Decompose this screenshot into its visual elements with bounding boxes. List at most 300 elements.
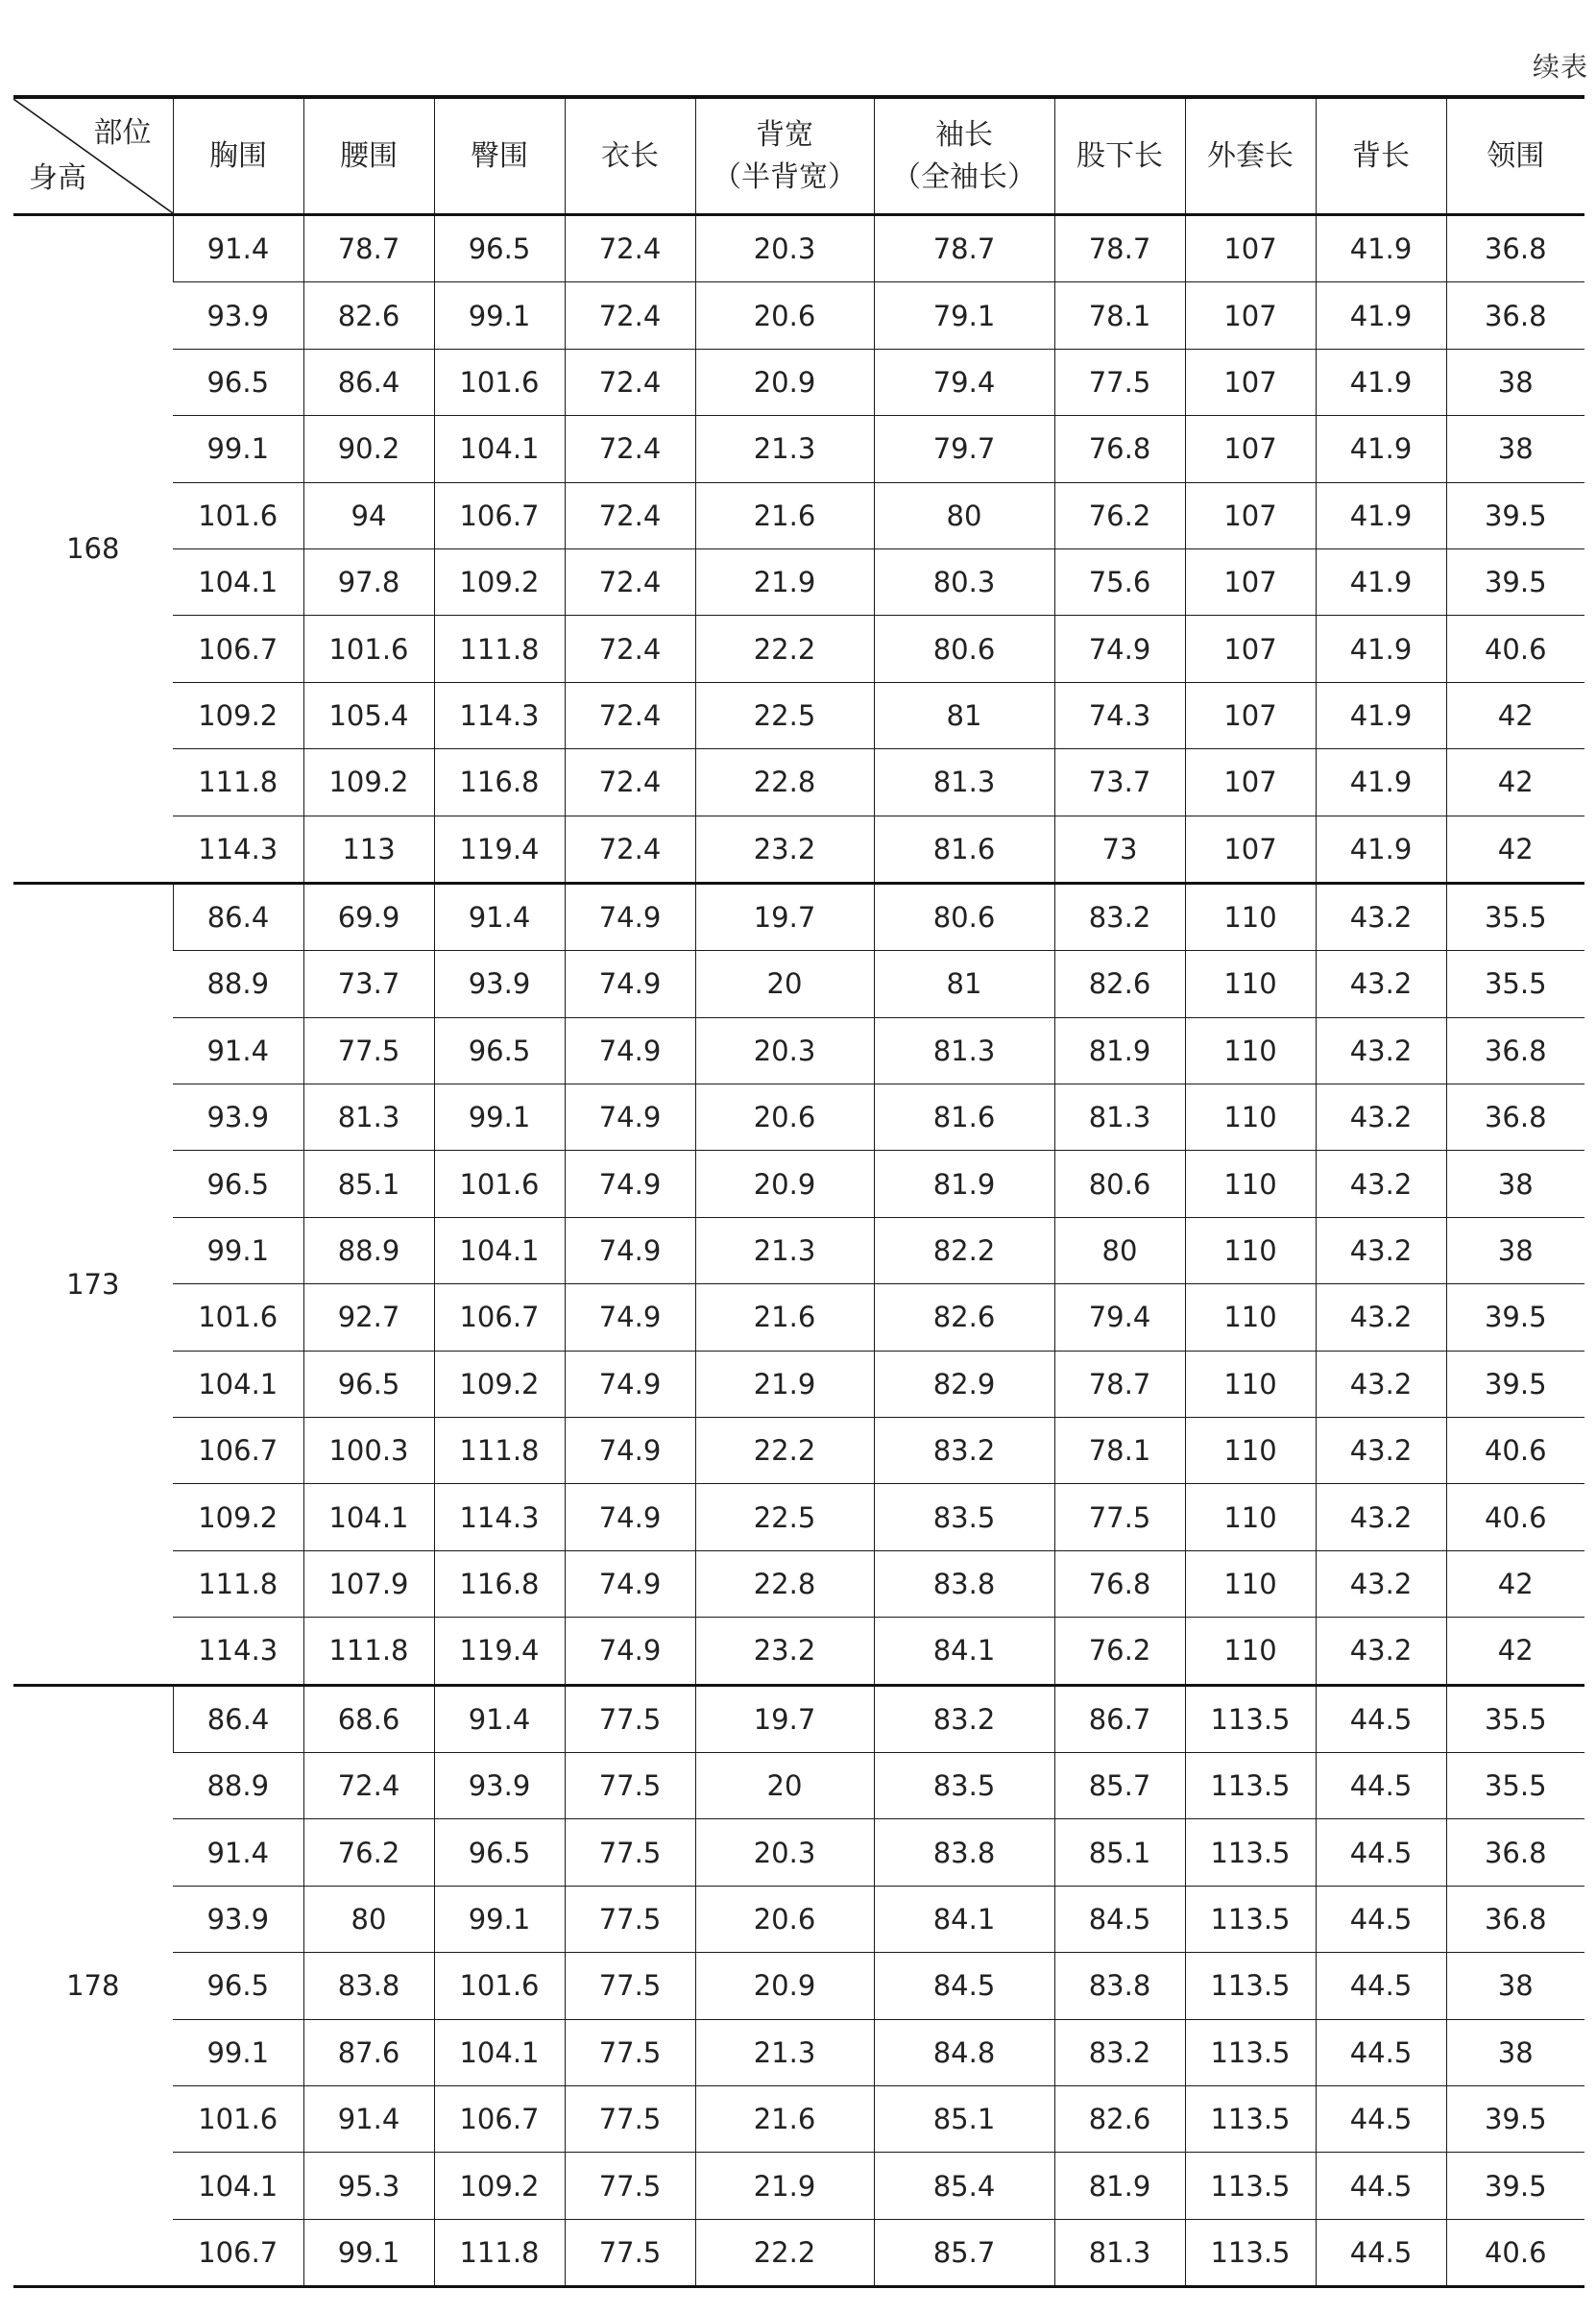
table-cell: 99.1 <box>173 1217 303 1283</box>
table-row <box>13 1685 1584 1752</box>
table-cell: 72.4 <box>565 816 695 883</box>
table-cell: 107.9 <box>303 1550 434 1617</box>
table-cell: 104.1 <box>434 1217 565 1283</box>
table-cell: 93.9 <box>173 1084 303 1151</box>
table-cell: 84.5 <box>1054 1886 1185 1952</box>
height-group-cell: 168 <box>13 215 173 884</box>
column-header <box>874 97 1054 215</box>
table-row <box>13 2019 1584 2085</box>
table-cell: 39.5 <box>1446 1284 1584 1351</box>
table-cell: 101.6 <box>434 349 565 415</box>
table-row <box>13 1618 1584 1685</box>
table-cell: 81.6 <box>874 816 1054 883</box>
table-cell: 38 <box>1446 416 1584 482</box>
table-cell: 42 <box>1446 1618 1584 1685</box>
table-cell: 82.6 <box>1054 951 1185 1017</box>
table-cell: 83.2 <box>874 1685 1054 1752</box>
column-header <box>695 97 874 215</box>
table-cell: 40.6 <box>1446 1484 1584 1550</box>
table-cell: 41.9 <box>1316 482 1446 548</box>
table-cell: 82.2 <box>874 1217 1054 1283</box>
table-cell: 38 <box>1446 1953 1584 2019</box>
table-cell: 78.7 <box>303 215 434 282</box>
table-cell: 44.5 <box>1316 1685 1446 1752</box>
table-cell: 83.8 <box>1054 1953 1185 2019</box>
table-cell: 40.6 <box>1446 1418 1584 1484</box>
table-cell: 85.4 <box>874 2153 1054 2219</box>
table-cell: 23.2 <box>695 816 874 883</box>
table-cell: 77.5 <box>565 1752 695 1818</box>
table-cell: 84.5 <box>874 1953 1054 2019</box>
table-cell: 78.1 <box>1054 1418 1185 1484</box>
table-cell: 76.2 <box>303 1819 434 1886</box>
table-cell: 42 <box>1446 682 1584 748</box>
table-cell: 110 <box>1185 1550 1316 1617</box>
table-cell: 96.5 <box>434 215 565 282</box>
table-cell: 22.5 <box>695 682 874 748</box>
table-cell: 72.4 <box>565 616 695 682</box>
table-cell: 35.5 <box>1446 883 1584 950</box>
column-header <box>1054 97 1185 215</box>
table-cell: 40.6 <box>1446 616 1584 682</box>
table-cell: 74.9 <box>565 1351 695 1417</box>
table-cell: 35.5 <box>1446 1685 1584 1752</box>
table-cell: 43.2 <box>1316 1217 1446 1283</box>
table-row <box>13 282 1584 349</box>
table-row <box>13 1484 1584 1550</box>
table-cell: 93.9 <box>434 1752 565 1818</box>
table-cell: 104.1 <box>434 2019 565 2085</box>
table-cell: 106.7 <box>434 482 565 548</box>
table-cell: 113.5 <box>1185 1886 1316 1952</box>
table-cell: 82.6 <box>303 282 434 349</box>
table-cell: 97.8 <box>303 548 434 615</box>
table-cell: 101.6 <box>303 616 434 682</box>
table-cell: 38 <box>1446 2019 1584 2085</box>
column-header-sublabel: （半背宽） <box>713 159 857 194</box>
table-cell: 80.6 <box>874 616 1054 682</box>
table-row <box>13 1217 1584 1283</box>
table-cell: 107 <box>1185 616 1316 682</box>
table-cell: 78.7 <box>874 215 1054 282</box>
table-cell: 43.2 <box>1316 1284 1446 1351</box>
table-cell: 42 <box>1446 749 1584 816</box>
table-cell: 101.6 <box>173 482 303 548</box>
table-cell: 79.4 <box>1054 1284 1185 1351</box>
table-cell: 91.4 <box>434 883 565 950</box>
table-cell: 75.6 <box>1054 548 1185 615</box>
table-cell: 72.4 <box>565 548 695 615</box>
table-cell: 44.5 <box>1316 1819 1446 1886</box>
table-cell: 99.1 <box>303 2219 434 2286</box>
column-header <box>303 97 434 215</box>
table-cell: 44.5 <box>1316 2019 1446 2085</box>
table-cell: 111.8 <box>434 616 565 682</box>
table-cell: 77.5 <box>565 2219 695 2286</box>
table-cell: 72.4 <box>565 416 695 482</box>
table-cell: 84.1 <box>874 1618 1054 1685</box>
table-cell: 77.5 <box>565 1886 695 1952</box>
table-cell: 82.9 <box>874 1351 1054 1417</box>
table-cell: 113.5 <box>1185 2019 1316 2085</box>
table-cell: 74.9 <box>565 1284 695 1351</box>
table-cell: 36.8 <box>1446 1017 1584 1084</box>
table-cell: 73.7 <box>1054 749 1185 816</box>
table-cell: 41.9 <box>1316 816 1446 883</box>
table-cell: 110 <box>1185 1484 1316 1550</box>
table-cell: 41.9 <box>1316 548 1446 615</box>
column-header-sublabel: （全袖长） <box>892 159 1036 194</box>
table-cell: 111.8 <box>303 1618 434 1685</box>
table-cell: 79.7 <box>874 416 1054 482</box>
table-cell: 72.4 <box>303 1752 434 1818</box>
table-cell: 39.5 <box>1446 1351 1584 1417</box>
table-cell: 81.3 <box>874 749 1054 816</box>
table-cell: 76.8 <box>1054 416 1185 482</box>
table-cell: 20.9 <box>695 349 874 415</box>
table-cell: 113 <box>303 816 434 883</box>
table-cell: 22.8 <box>695 749 874 816</box>
table-cell: 99.1 <box>173 2019 303 2085</box>
table-row <box>13 215 1584 282</box>
table-cell: 81 <box>874 682 1054 748</box>
table-cell: 85.1 <box>1054 1819 1185 1886</box>
table-cell: 80 <box>303 1886 434 1952</box>
table-cell: 101.6 <box>434 1151 565 1217</box>
table-cell: 43.2 <box>1316 1550 1446 1617</box>
table-cell: 100.3 <box>303 1418 434 1484</box>
table-cell: 77.5 <box>1054 1484 1185 1550</box>
table-cell: 106.7 <box>173 616 303 682</box>
table-cell: 20.6 <box>695 1886 874 1952</box>
table-cell: 44.5 <box>1316 2219 1446 2286</box>
table-row <box>13 1953 1584 2019</box>
table-cell: 93.9 <box>434 951 565 1017</box>
table-cell: 113.5 <box>1185 1752 1316 1818</box>
table-cell: 72.4 <box>565 682 695 748</box>
table-cell: 77.5 <box>565 1685 695 1752</box>
table-cell: 91.4 <box>173 1017 303 1084</box>
table-cell: 77.5 <box>1054 349 1185 415</box>
corner-height-label: 身高 <box>29 161 86 195</box>
table-cell: 86.4 <box>173 1685 303 1752</box>
table-cell: 82.6 <box>874 1284 1054 1351</box>
table-cell: 83.8 <box>874 1550 1054 1617</box>
column-header <box>1316 97 1446 215</box>
table-cell: 77.5 <box>303 1017 434 1084</box>
table-cell: 107 <box>1185 282 1316 349</box>
table-cell: 20.3 <box>695 1017 874 1084</box>
table-cell: 41.9 <box>1316 349 1446 415</box>
table-cell: 107 <box>1185 816 1316 883</box>
table-cell: 96.5 <box>173 1953 303 2019</box>
table-cell: 20 <box>695 951 874 1017</box>
column-header-label: 股下长 <box>1076 138 1163 173</box>
table-row <box>13 2153 1584 2219</box>
table-cell: 20.9 <box>695 1953 874 2019</box>
table-cell: 84.8 <box>874 2019 1054 2085</box>
table-cell: 92.7 <box>303 1284 434 1351</box>
table-cell: 107 <box>1185 682 1316 748</box>
table-cell: 93.9 <box>173 1886 303 1952</box>
table-cell: 42 <box>1446 816 1584 883</box>
continued-label: 续表 <box>1532 51 1588 83</box>
table-row <box>13 951 1584 1017</box>
table-cell: 36.8 <box>1446 215 1584 282</box>
table-cell: 74.9 <box>565 1017 695 1084</box>
table-body <box>13 215 1584 2287</box>
table-row <box>13 1284 1584 1351</box>
table-cell: 80.6 <box>1054 1151 1185 1217</box>
table-cell: 87.6 <box>303 2019 434 2085</box>
table-cell: 114.3 <box>173 816 303 883</box>
table-cell: 77.5 <box>565 1819 695 1886</box>
table-cell: 72.4 <box>565 749 695 816</box>
table-cell: 113.5 <box>1185 1953 1316 2019</box>
table-cell: 113.5 <box>1185 1685 1316 1752</box>
table-cell: 74.9 <box>565 1151 695 1217</box>
table-cell: 80 <box>1054 1217 1185 1283</box>
table-cell: 80.6 <box>874 883 1054 950</box>
table-row <box>13 1550 1584 1617</box>
table-cell: 114.3 <box>434 682 565 748</box>
table-cell: 104.1 <box>434 416 565 482</box>
table-cell: 101.6 <box>434 1953 565 2019</box>
table-cell: 79.4 <box>874 349 1054 415</box>
corner-header-cell <box>13 97 173 215</box>
table-cell: 119.4 <box>434 1618 565 1685</box>
table-cell: 86.4 <box>173 883 303 950</box>
table-cell: 96.5 <box>173 349 303 415</box>
table-cell: 21.9 <box>695 1351 874 1417</box>
column-header <box>173 97 303 215</box>
table-cell: 110 <box>1185 951 1316 1017</box>
table-cell: 116.8 <box>434 749 565 816</box>
table-cell: 43.2 <box>1316 883 1446 950</box>
height-group-cell: 178 <box>13 1685 173 2287</box>
table-cell: 21.3 <box>695 2019 874 2085</box>
table-cell: 44.5 <box>1316 1953 1446 2019</box>
table-row <box>13 1017 1584 1084</box>
table-cell: 79.1 <box>874 282 1054 349</box>
table-cell: 88.9 <box>303 1217 434 1283</box>
table-cell: 43.2 <box>1316 1151 1446 1217</box>
table-cell: 104.1 <box>303 1484 434 1550</box>
table-cell: 90.2 <box>303 416 434 482</box>
table-cell: 36.8 <box>1446 1819 1584 1886</box>
table-cell: 116.8 <box>434 1550 565 1617</box>
table-cell: 85.7 <box>1054 1752 1185 1818</box>
table-cell: 114.3 <box>173 1618 303 1685</box>
table-cell: 81.3 <box>303 1084 434 1151</box>
table-cell: 85.1 <box>303 1151 434 1217</box>
table-cell: 72.4 <box>565 282 695 349</box>
table-cell: 77.5 <box>565 2085 695 2152</box>
table-row <box>13 1351 1584 1417</box>
table-cell: 109.2 <box>173 682 303 748</box>
table-row <box>13 1752 1584 1818</box>
table-cell: 36.8 <box>1446 1886 1584 1952</box>
table-row <box>13 616 1584 682</box>
table-cell: 99.1 <box>434 1886 565 1952</box>
table-cell: 96.5 <box>434 1017 565 1084</box>
table-cell: 110 <box>1185 1284 1316 1351</box>
table-cell: 91.4 <box>173 1819 303 1886</box>
table-cell: 86.7 <box>1054 1685 1185 1752</box>
table-cell: 20.3 <box>695 215 874 282</box>
table-cell: 20.9 <box>695 1151 874 1217</box>
table-cell: 107 <box>1185 349 1316 415</box>
table-cell: 72.4 <box>565 349 695 415</box>
table-cell: 74.3 <box>1054 682 1185 748</box>
table-cell: 73.7 <box>303 951 434 1017</box>
table-cell: 43.2 <box>1316 1084 1446 1151</box>
table-cell: 44.5 <box>1316 2085 1446 2152</box>
column-header-label: 衣长 <box>601 138 659 173</box>
table-cell: 107 <box>1185 749 1316 816</box>
table-cell: 104.1 <box>173 1351 303 1417</box>
column-header-label: 背宽 <box>756 117 813 152</box>
table-cell: 43.2 <box>1316 1484 1446 1550</box>
table-row <box>13 1151 1584 1217</box>
table-cell: 81.9 <box>1054 2153 1185 2219</box>
header-row <box>13 97 1584 215</box>
table-cell: 105.4 <box>303 682 434 748</box>
column-header-label: 胸围 <box>209 138 267 173</box>
table-cell: 38 <box>1446 349 1584 415</box>
table-cell: 76.2 <box>1054 1618 1185 1685</box>
table-cell: 113.5 <box>1185 2085 1316 2152</box>
table-cell: 80.3 <box>874 548 1054 615</box>
table-cell: 99.1 <box>434 282 565 349</box>
table-cell: 84.1 <box>874 1886 1054 1952</box>
table-cell: 110 <box>1185 1217 1316 1283</box>
table-cell: 76.2 <box>1054 482 1185 548</box>
table-cell: 109.2 <box>434 2153 565 2219</box>
table-cell: 36.8 <box>1446 1084 1584 1151</box>
table-cell: 21.6 <box>695 1284 874 1351</box>
table-cell: 69.9 <box>303 883 434 950</box>
table-cell: 91.4 <box>173 215 303 282</box>
table-row <box>13 1084 1584 1151</box>
table-cell: 83.5 <box>874 1484 1054 1550</box>
table-cell: 20 <box>695 1752 874 1818</box>
table-cell: 81.3 <box>874 1017 1054 1084</box>
table-cell: 104.1 <box>173 548 303 615</box>
table-row <box>13 816 1584 883</box>
table-cell: 95.3 <box>303 2153 434 2219</box>
table-cell: 85.7 <box>874 2219 1054 2286</box>
table-cell: 36.8 <box>1446 282 1584 349</box>
table-cell: 43.2 <box>1316 1017 1446 1084</box>
table-cell: 43.2 <box>1316 951 1446 1017</box>
table-cell: 43.2 <box>1316 1618 1446 1685</box>
table-cell: 41.9 <box>1316 282 1446 349</box>
table-cell: 99.1 <box>434 1084 565 1151</box>
table-cell: 83.5 <box>874 1752 1054 1818</box>
table-cell: 78.7 <box>1054 1351 1185 1417</box>
table-cell: 81.9 <box>874 1151 1054 1217</box>
column-header <box>434 97 565 215</box>
table-cell: 91.4 <box>303 2085 434 2152</box>
table-cell: 109.2 <box>434 548 565 615</box>
table-cell: 106.7 <box>434 2085 565 2152</box>
table-cell: 110 <box>1185 1351 1316 1417</box>
table-cell: 21.9 <box>695 548 874 615</box>
column-header-label: 领围 <box>1487 138 1545 173</box>
table-cell: 72.4 <box>565 215 695 282</box>
table-cell: 38 <box>1446 1217 1584 1283</box>
table-cell: 39.5 <box>1446 2153 1584 2219</box>
table-cell: 22.2 <box>695 616 874 682</box>
table-cell: 39.5 <box>1446 548 1584 615</box>
table-cell: 81.3 <box>1054 2219 1185 2286</box>
table-cell: 38 <box>1446 1151 1584 1217</box>
table-cell: 41.9 <box>1316 616 1446 682</box>
table-row <box>13 416 1584 482</box>
table-cell: 76.8 <box>1054 1550 1185 1617</box>
table-cell: 77.5 <box>565 1953 695 2019</box>
table-cell: 42 <box>1446 1550 1584 1617</box>
table-cell: 39.5 <box>1446 482 1584 548</box>
table-cell: 41.9 <box>1316 682 1446 748</box>
table-cell: 21.6 <box>695 2085 874 2152</box>
table-cell: 83.2 <box>874 1418 1054 1484</box>
table-cell: 113.5 <box>1185 2219 1316 2286</box>
table-cell: 114.3 <box>434 1484 565 1550</box>
table-row <box>13 2219 1584 2286</box>
table-row <box>13 548 1584 615</box>
table-row <box>13 2085 1584 2152</box>
table-row <box>13 883 1584 950</box>
table-cell: 111.8 <box>434 2219 565 2286</box>
table-cell: 23.2 <box>695 1618 874 1685</box>
table-cell: 19.7 <box>695 1685 874 1752</box>
table-cell: 73 <box>1054 816 1185 883</box>
table-cell: 83.2 <box>1054 2019 1185 2085</box>
table-row <box>13 349 1584 415</box>
table-cell: 96.5 <box>173 1151 303 1217</box>
table-cell: 96.5 <box>434 1819 565 1886</box>
table-cell: 74.9 <box>565 1550 695 1617</box>
table-row <box>13 682 1584 748</box>
table-cell: 110 <box>1185 1084 1316 1151</box>
table-cell: 110 <box>1185 1418 1316 1484</box>
table-cell: 74.9 <box>565 1418 695 1484</box>
table-cell: 104.1 <box>173 2153 303 2219</box>
table-cell: 74.9 <box>565 951 695 1017</box>
table-cell: 35.5 <box>1446 951 1584 1017</box>
column-header-label: 腰围 <box>340 138 398 173</box>
table-cell: 74.9 <box>565 1618 695 1685</box>
table-cell: 107 <box>1185 416 1316 482</box>
table-cell: 22.5 <box>695 1484 874 1550</box>
table-cell: 74.9 <box>565 1084 695 1151</box>
column-header <box>1446 97 1584 215</box>
table-cell: 83.8 <box>874 1819 1054 1886</box>
table-cell: 77.5 <box>565 2019 695 2085</box>
table-row <box>13 482 1584 548</box>
table-cell: 41.9 <box>1316 215 1446 282</box>
table-cell: 99.1 <box>173 416 303 482</box>
table-cell: 107 <box>1185 482 1316 548</box>
column-header-label: 臀围 <box>471 138 528 173</box>
table-cell: 85.1 <box>874 2085 1054 2152</box>
table-cell: 111.8 <box>173 749 303 816</box>
table-cell: 21.9 <box>695 2153 874 2219</box>
table-cell: 111.8 <box>173 1550 303 1617</box>
table-cell: 101.6 <box>173 2085 303 2152</box>
